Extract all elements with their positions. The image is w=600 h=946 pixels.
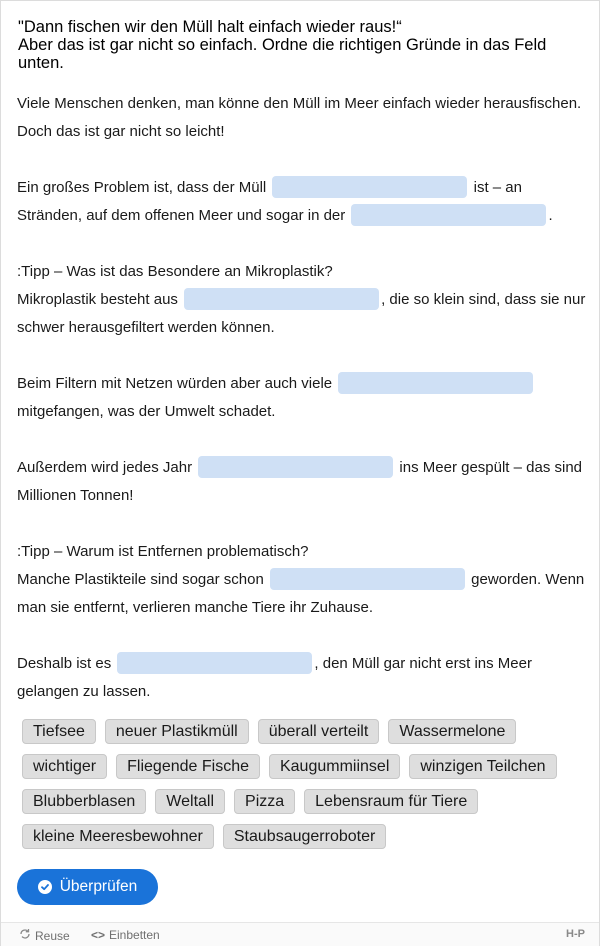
- draggable-word[interactable]: Blubberblasen: [22, 789, 146, 814]
- tip-microplastic: :Tipp – Was ist das Besondere an Mikroplastik?: [17, 263, 333, 280]
- draggable-word[interactable]: winzigen Teilchen: [409, 754, 556, 779]
- draggable-word[interactable]: Weltall: [155, 789, 225, 814]
- paragraph-yearly: Außerdem wird jedes Jahr ins Meer gespült – das sind Millionen Tonnen!: [17, 454, 587, 510]
- check-button[interactable]: [17, 869, 158, 905]
- paragraph-conclusion: Deshalb ist es , den Müll gar nicht erst ins Meer gelangen zu lassen.: [17, 650, 587, 706]
- task-description: [18, 18, 578, 72]
- word-bank: [22, 719, 582, 859]
- paragraph-problem: Ein großes Problem ist, dass der Müll ist – an Stränden, auf dem offenen Meer und sogar in der .: [17, 174, 587, 230]
- draggable-word[interactable]: Lebensraum für Tiere: [304, 789, 478, 814]
- draggable-word[interactable]: kleine Meeresbewohner: [22, 824, 214, 849]
- drop-zone-6[interactable]: [270, 568, 465, 590]
- drop-zone-3[interactable]: [184, 288, 379, 310]
- drop-zone-7[interactable]: [117, 652, 312, 674]
- code-icon: <>: [91, 928, 106, 942]
- draggable-word[interactable]: Staubsaugerroboter: [223, 824, 386, 849]
- word-bank-row: [22, 754, 582, 779]
- check-button-label: Überprüfen: [59, 878, 138, 895]
- paragraph-microplastic: Mikroplastik besteht aus , die so klein sind, dass sie nur schwer herausgefiltert werden können.: [17, 286, 587, 342]
- reuse-icon: [19, 928, 31, 943]
- draggable-word[interactable]: neuer Plastikmüll: [105, 719, 249, 744]
- draggable-word[interactable]: Tiefsee: [22, 719, 96, 744]
- embed-link[interactable]: <> Einbetten: [91, 928, 160, 942]
- drop-zone-2[interactable]: [351, 204, 546, 226]
- footer-bar: [1, 922, 599, 946]
- draggable-word[interactable]: Wassermelone: [388, 719, 516, 744]
- check-circle-icon: [38, 880, 52, 894]
- draggable-word[interactable]: Fliegende Fische: [116, 754, 260, 779]
- task-quote: "Dann fischen wir den Müll halt einfach wieder raus!“: [18, 18, 402, 36]
- draggable-word[interactable]: überall verteilt: [258, 719, 380, 744]
- drop-zone-1[interactable]: [272, 176, 467, 198]
- reuse-link[interactable]: Reuse: [19, 928, 70, 943]
- drop-zone-4[interactable]: [338, 372, 533, 394]
- draggable-word[interactable]: Kaugummiinsel: [269, 754, 400, 779]
- draggable-word[interactable]: wichtiger: [22, 754, 107, 779]
- word-bank-row: [22, 719, 582, 744]
- paragraph-intro: Viele Menschen denken, man könne den Müll im Meer einfach wieder herausfischen. Doch das ist gar nicht so leicht!: [17, 95, 582, 140]
- h5p-logo: H-P: [566, 928, 585, 940]
- word-bank-row: [22, 824, 582, 849]
- word-bank-row: [22, 789, 582, 814]
- paragraph-nets: Beim Filtern mit Netzen würden aber auch viele mitgefangen, was der Umwelt schadet.: [17, 370, 587, 426]
- tip-removal: :Tipp – Warum ist Entfernen problematisch?: [17, 543, 309, 560]
- task-instruction: Aber das ist gar nicht so einfach. Ordne die richtigen Gründe in das Feld unten.: [18, 36, 547, 72]
- drop-zone-5[interactable]: [198, 456, 393, 478]
- cloze-text: [17, 90, 587, 706]
- draggable-word[interactable]: Pizza: [234, 789, 295, 814]
- paragraph-habitat: Manche Plastikteile sind sogar schon geworden. Wenn man sie entfernt, verlieren manche Tiere ihr Zuhause.: [17, 566, 587, 622]
